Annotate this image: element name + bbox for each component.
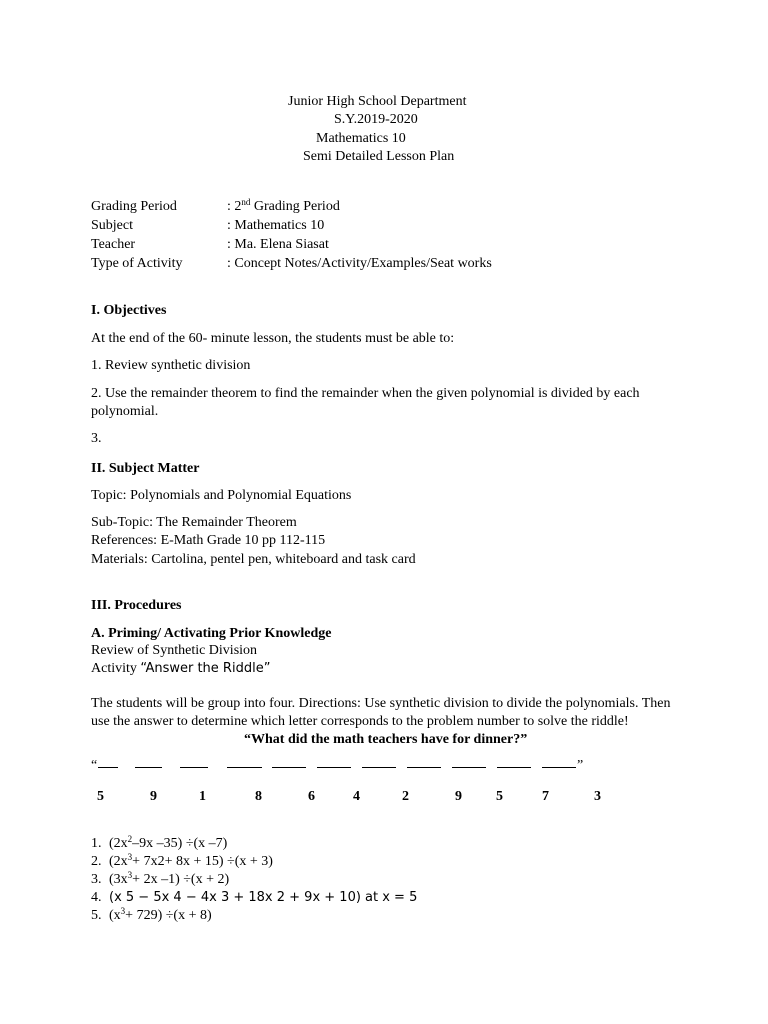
answer-number: 7: [542, 789, 549, 804]
answer-number: 9: [455, 789, 462, 804]
objectives-heading: I. Objectives: [91, 303, 167, 318]
riddle-close-quote: ”: [577, 758, 584, 773]
topic-line: Topic: Polynomials and Polynomial Equations: [91, 488, 352, 503]
answer-number: 2: [402, 789, 409, 804]
riddle-open-quote: “: [91, 758, 98, 773]
answer-number: 3: [594, 789, 601, 804]
answer-blank: [180, 767, 208, 768]
problem-item-3: 3. ($3x^3+ 2x$ –1) ÷(x + 2): [91, 870, 230, 887]
answer-blank: [407, 767, 441, 768]
plan-title: Semi Detailed Lesson Plan: [303, 149, 455, 164]
answer-number: 5: [97, 789, 104, 804]
objective-item-1: 1. Review synthetic division: [91, 358, 251, 373]
department-title: Junior High School Department: [288, 94, 467, 109]
answer-blank: [227, 767, 262, 768]
teacher-value: : Ma. Elena Siasat: [227, 237, 329, 252]
answer-number: 8: [255, 789, 262, 804]
answer-blank: [452, 767, 486, 768]
subject-label: Subject: [91, 218, 133, 233]
answer-number: 5: [496, 789, 503, 804]
teacher-label: Teacher: [91, 237, 136, 252]
answer-blank: [272, 767, 306, 768]
subject-matter-heading: II. Subject Matter: [91, 461, 200, 476]
materials-line: Materials: Cartolina, pentel pen, whiteboard and task card: [91, 552, 416, 567]
answer-blank: [497, 767, 531, 768]
answer-number: 6: [308, 789, 315, 804]
problem-item-2: 2. $(2x^3+ 7x2+ 8x + 15) \div(x + 3)$: [91, 852, 273, 869]
activity-type-label: Type of Activity: [91, 256, 183, 271]
answer-blank: [98, 767, 118, 768]
references-line: References: E-Math Grade 10 pp 112-115: [91, 533, 326, 548]
problem-item-5: 5. $(x^3+ 729) \div(x + 8)$: [91, 906, 212, 923]
subtopic-line: Sub-Topic: The Remainder Theorem: [91, 515, 297, 530]
answer-blank: [362, 767, 396, 768]
objective-item-2: 2. Use the remainder theorem to find the remainder when the given polynomial is divided by each polynomial.: [91, 386, 640, 419]
procedures-heading: III. Procedures: [91, 598, 182, 613]
procedures-subheading: A. Priming/ Activating Prior Knowledge: [91, 626, 332, 641]
answer-blank: [542, 767, 576, 768]
activity-type-value: : Concept Notes/Activity/Examples/Seat works: [227, 256, 492, 271]
answer-number: 4: [353, 789, 360, 804]
objectives-intro: At the end of the 60- minute lesson, the students must be able to:: [91, 331, 455, 346]
grading-period-value: : 2nd Grading Period: [227, 197, 340, 214]
objective-item-3: 3.: [91, 431, 102, 446]
subject-value: : Mathematics 10: [227, 218, 325, 233]
riddle-question: “What did the math teachers have for dinner?”: [244, 732, 528, 747]
subject-title: Mathematics 10: [316, 131, 406, 146]
grading-period-label: Grading Period: [91, 199, 177, 214]
activity-line: Activity “Answer the Riddle”: [91, 661, 271, 676]
answer-number: 9: [150, 789, 157, 804]
answer-blank: [317, 767, 351, 768]
answer-blank: [135, 767, 162, 768]
directions-paragraph: The students will be group into four. Directions: Use synthetic division to divide the polynomials. Then use the answer to determine which letter corresponds to the problem number to solve the riddle!: [91, 696, 671, 729]
problem-item-4: 4. (x 5 − 5x 4 − 4x 3 + 18x 2 + 9x + 10) at x = 5: [91, 890, 418, 905]
problem-item-1: 1. ($2x^2-9x$ –35) ÷(x –7): [91, 834, 228, 851]
review-line: Review of Synthetic Division: [91, 643, 258, 658]
answer-number: 1: [199, 789, 206, 804]
school-year: S.Y.2019-2020: [334, 112, 418, 127]
